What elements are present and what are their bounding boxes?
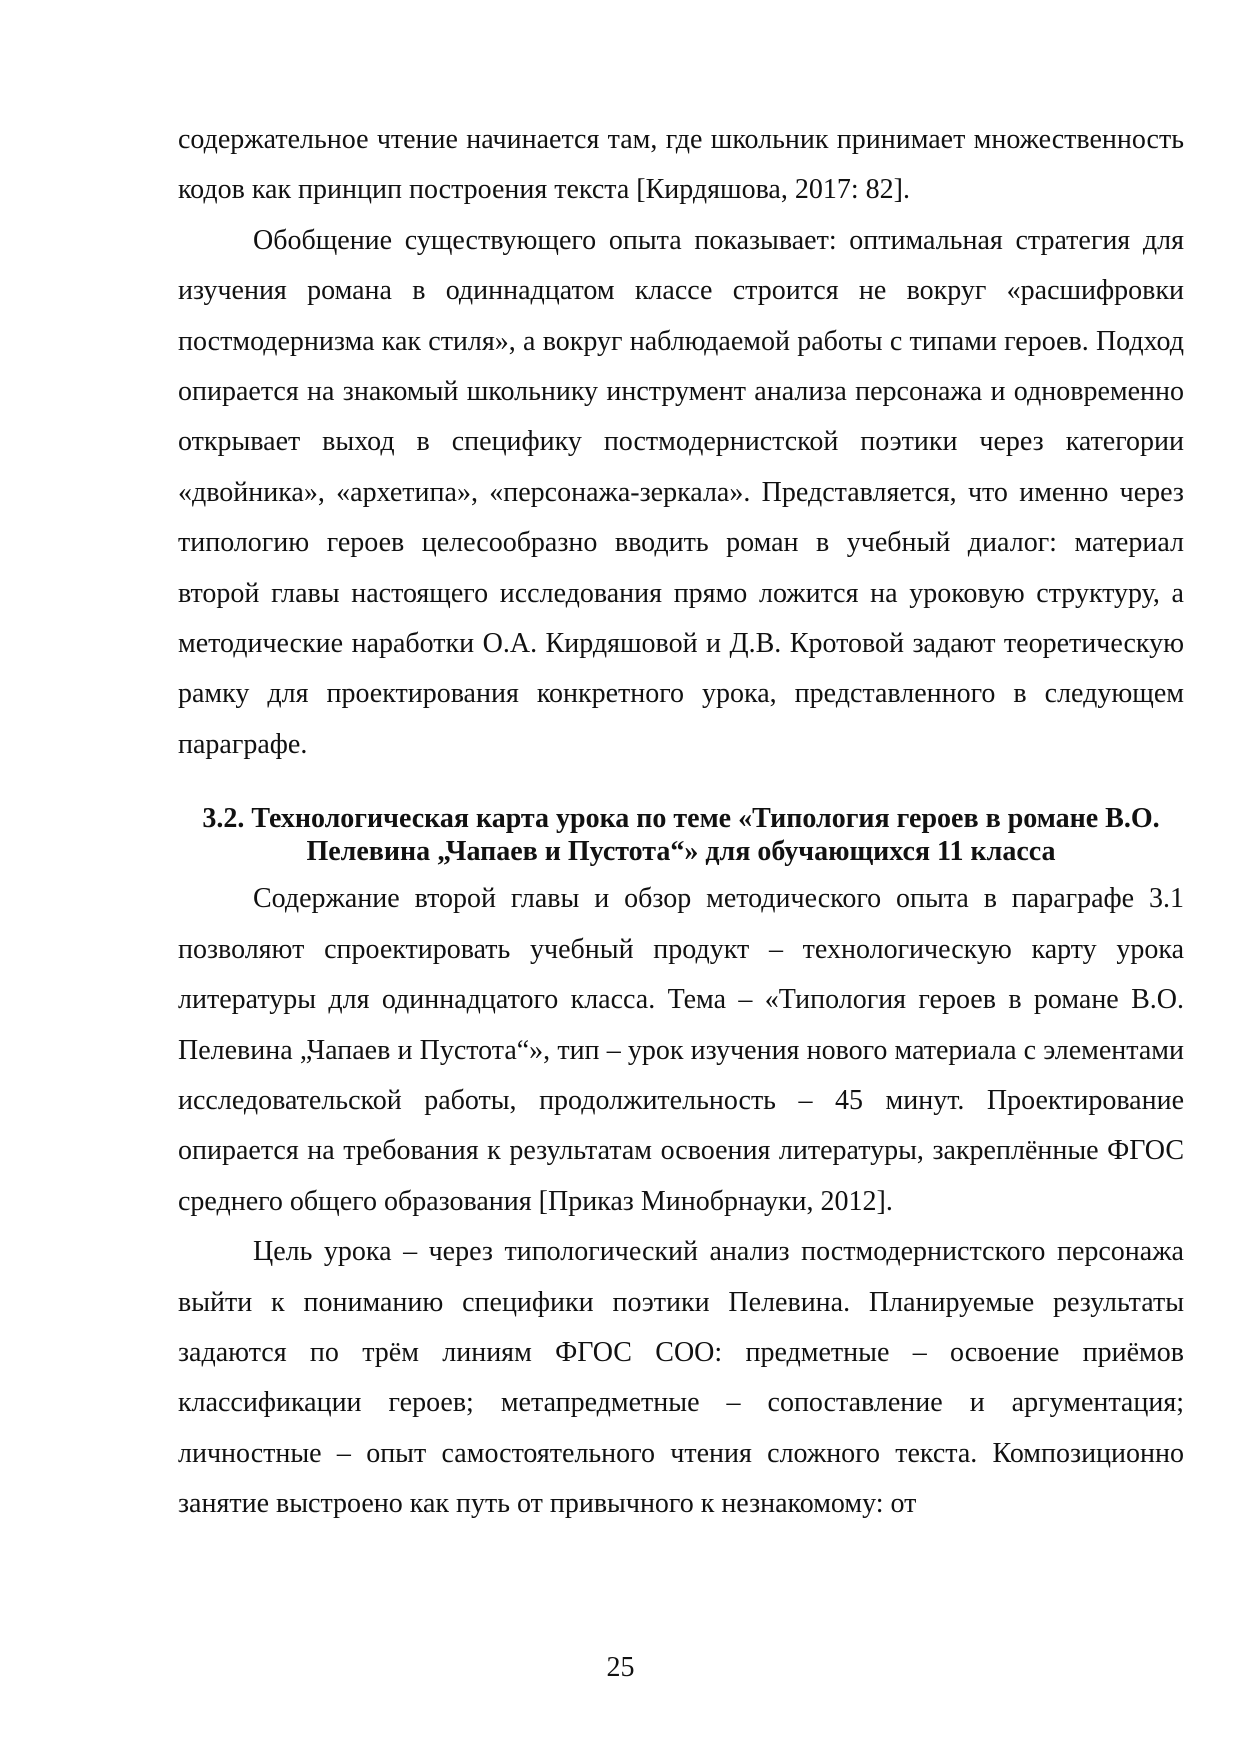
paragraph-lesson-design: Содержание второй главы и обзор методического опыта в параграфе 3.1 позволяют спроектировать учебный продукт – технологическую карту урока литературы для одиннадцатого класса. Тема – «Типология героев в романе В.О. Пелевина „Чапаев и Пустота“», тип – урок изучения нового материала с элементами исследовательской работы, продолжительность – 45 минут. Проектирование опирается на требования к результатам освоения литературы, закреплённые ФГОС среднего общего образования [Приказ Минобрнауки, 2012]. xyxy=(178,883,1184,1217)
paragraph-strategy-summary: Обобщение существующего опыта показывает: оптимальная стратегия для изучения романа в одиннадцатом классе строится не вокруг «расшифровки постмодернизма как стиля», а вокруг наблюдаемой работы с типами героев. Подход опирается на знакомый школьнику инструмент анализа персонажа и одновременно открывает выход в специфику постмодернистской поэтики через категории «двойника», «архетипа», «персонажа-зеркала». Представляется, что именно через типологию героев целесообразно вводить роман в учебный диалог: материал второй главы настоящего исследования прямо ложится на уроковую структуру, а методические наработки О.А. Кирдяшовой и Д.В. Кротовой задают теоретическую рамку для проектирования конкретного урока, представленного в следующем параграфе. xyxy=(178,224,1184,760)
page-number: 25 xyxy=(606,1652,635,1683)
body-text xyxy=(178,115,1184,1530)
paragraph-continuation: содержательное чтение начинается там, где школьник принимает множественность кодов как принцип построения текста [Кирдяшова, 2017: 82]. xyxy=(178,124,1184,206)
paragraph-lesson-goal: Цель урока – через типологический анализ постмодернистского персонажа выйти к пониманию специфики поэтики Пелевина. Планируемые результаты задаются по трём линиям ФГОС СОО: предметные – освоение приёмов классификации героев; метапредметные – сопоставление и аргументация; личностные – опыт самостоятельного чтения сложного текста. Композиционно занятие выстроено как путь от привычного к незнакомому: от xyxy=(178,1236,1184,1520)
section-heading-3-2: 3.2. Технологическая карта урока по теме «Типология героев в романе В.О. Пелевина „Чапаев и Пустота“» для обучающихся 11 класса xyxy=(202,803,1160,868)
